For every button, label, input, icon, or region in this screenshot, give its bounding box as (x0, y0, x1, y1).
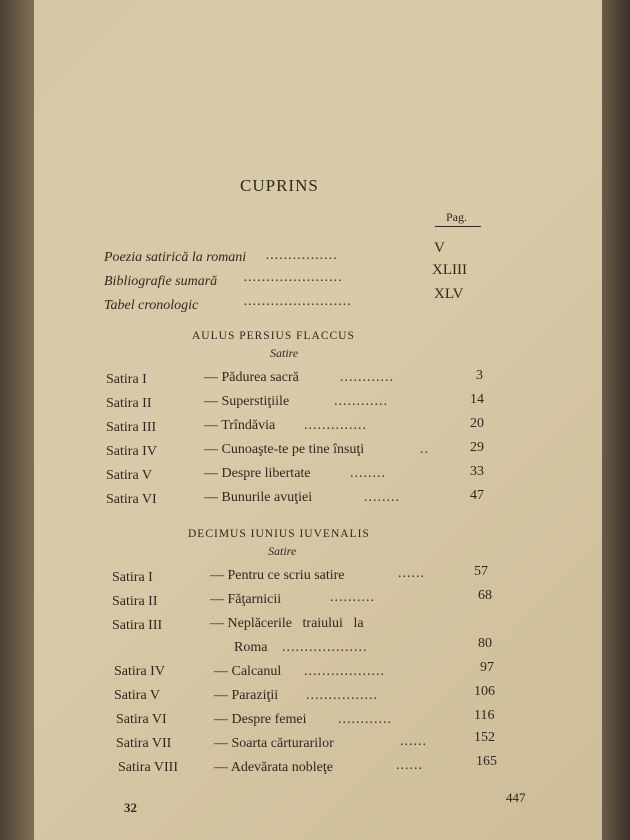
page-column-label: Pag. (446, 210, 467, 224)
toc-leader-dots: ............ (340, 370, 394, 385)
toc-page-number: 33 (470, 464, 484, 479)
toc-page-number: 152 (474, 730, 495, 745)
toc-satira-label: Satira II (112, 594, 158, 609)
toc-entry-title: — Trîndăvia (204, 418, 276, 433)
toc-satira-label: Satira III (112, 618, 163, 633)
toc-leader-dots: ........ (350, 466, 386, 481)
toc-entry-title: — Adevărata nobleţe (214, 760, 333, 775)
toc-page-number: 165 (476, 754, 497, 769)
toc-page-number: 57 (474, 564, 488, 579)
toc-page-number: XLIII (432, 262, 467, 278)
toc-leader-dots: ...... (396, 758, 423, 773)
toc-leader-dots: ................ (266, 248, 338, 263)
page-title: CUPRINS (240, 176, 319, 195)
toc-satira-label: Satira V (114, 688, 161, 703)
toc-satira-label: Satira IV (114, 664, 165, 679)
toc-leader-dots: ...... (398, 566, 425, 581)
toc-page-number: 97 (480, 660, 494, 675)
toc-front-title: Tabel cronologic (104, 298, 199, 313)
section-author: DECIMUS IUNIUS IUVENALIS (188, 528, 370, 540)
toc-leader-dots: ................... (282, 640, 368, 655)
toc-entry-title: — Pădurea sacră (204, 370, 299, 385)
toc-entry-title: — Făţarnicii (210, 592, 282, 607)
toc-page-number: 47 (470, 488, 484, 503)
toc-entry-title: — Superstiţiile (204, 394, 290, 409)
toc-page-number: 80 (478, 636, 492, 651)
toc-page-number: 116 (474, 708, 495, 723)
toc-satira-label: Satira VII (116, 736, 172, 751)
page-column-rule (435, 226, 481, 227)
toc-page-number: V (434, 240, 445, 256)
toc-leader-dots: ............ (334, 394, 388, 409)
toc-entry-title: — Despre femei (214, 712, 307, 727)
toc-front-title: Poezia satirică la romani (104, 250, 247, 265)
toc-front-title: Bibliografie sumară (104, 274, 218, 289)
toc-leader-dots: ........ (364, 490, 400, 505)
toc-entry-title: — Soarta cărturarilor (214, 736, 334, 751)
page-edge-shadow (602, 0, 630, 840)
toc-satira-label: Satira VI (116, 712, 167, 727)
toc-entry-title-continued: Roma (234, 640, 268, 655)
toc-satira-label: Satira I (112, 570, 153, 585)
book-gutter (0, 0, 34, 840)
toc-page-number: XLV (434, 286, 464, 302)
toc-leader-dots: .. (420, 442, 429, 457)
toc-entry-title: — Paraziţii (214, 688, 279, 703)
toc-satira-label: Satira IV (106, 444, 157, 459)
toc-leader-dots: .................. (304, 664, 385, 679)
toc-satira-label: Satira V (106, 468, 153, 483)
toc-leader-dots: .......... (330, 590, 375, 605)
toc-entry-title: — Neplăcerile traiului la (210, 616, 364, 631)
toc-satira-label: Satira VIII (118, 760, 178, 775)
toc-entry-title: — Cunoaşte-te pe tine însuţi (204, 442, 365, 457)
toc-satira-label: Satira II (106, 396, 152, 411)
section-author: AULUS PERSIUS FLACCUS (192, 330, 355, 342)
toc-leader-dots: ................ (306, 688, 378, 703)
toc-satira-label: Satira VI (106, 492, 157, 507)
toc-page-number: 14 (470, 392, 484, 407)
section-subtitle: Satire (270, 346, 299, 360)
toc-leader-dots: .............. (304, 418, 367, 433)
toc-leader-dots: ........................ (244, 294, 352, 309)
toc-leader-dots: ...................... (244, 270, 343, 285)
toc-page-number: 68 (478, 588, 492, 603)
toc-entry-title: — Calcanul (214, 664, 282, 679)
toc-leader-dots: ...... (400, 734, 427, 749)
section-subtitle: Satire (268, 544, 297, 558)
toc-page-number: 29 (470, 440, 484, 455)
toc-entry-title: — Despre libertate (204, 466, 311, 481)
toc-entry-title: — Pentru ce scriu satire (210, 568, 345, 583)
toc-satira-label: Satira III (106, 420, 157, 435)
toc-leader-dots: ............ (338, 712, 392, 727)
toc-entry-title: — Bunurile avuţiei (204, 490, 313, 505)
toc-page-number: 3 (476, 368, 483, 383)
toc-satira-label: Satira I (106, 372, 147, 387)
page-number: 447 (506, 790, 526, 805)
toc-page-number: 20 (470, 416, 484, 431)
signature-mark: 32 (124, 800, 137, 815)
toc-page-number: 106 (474, 684, 495, 699)
